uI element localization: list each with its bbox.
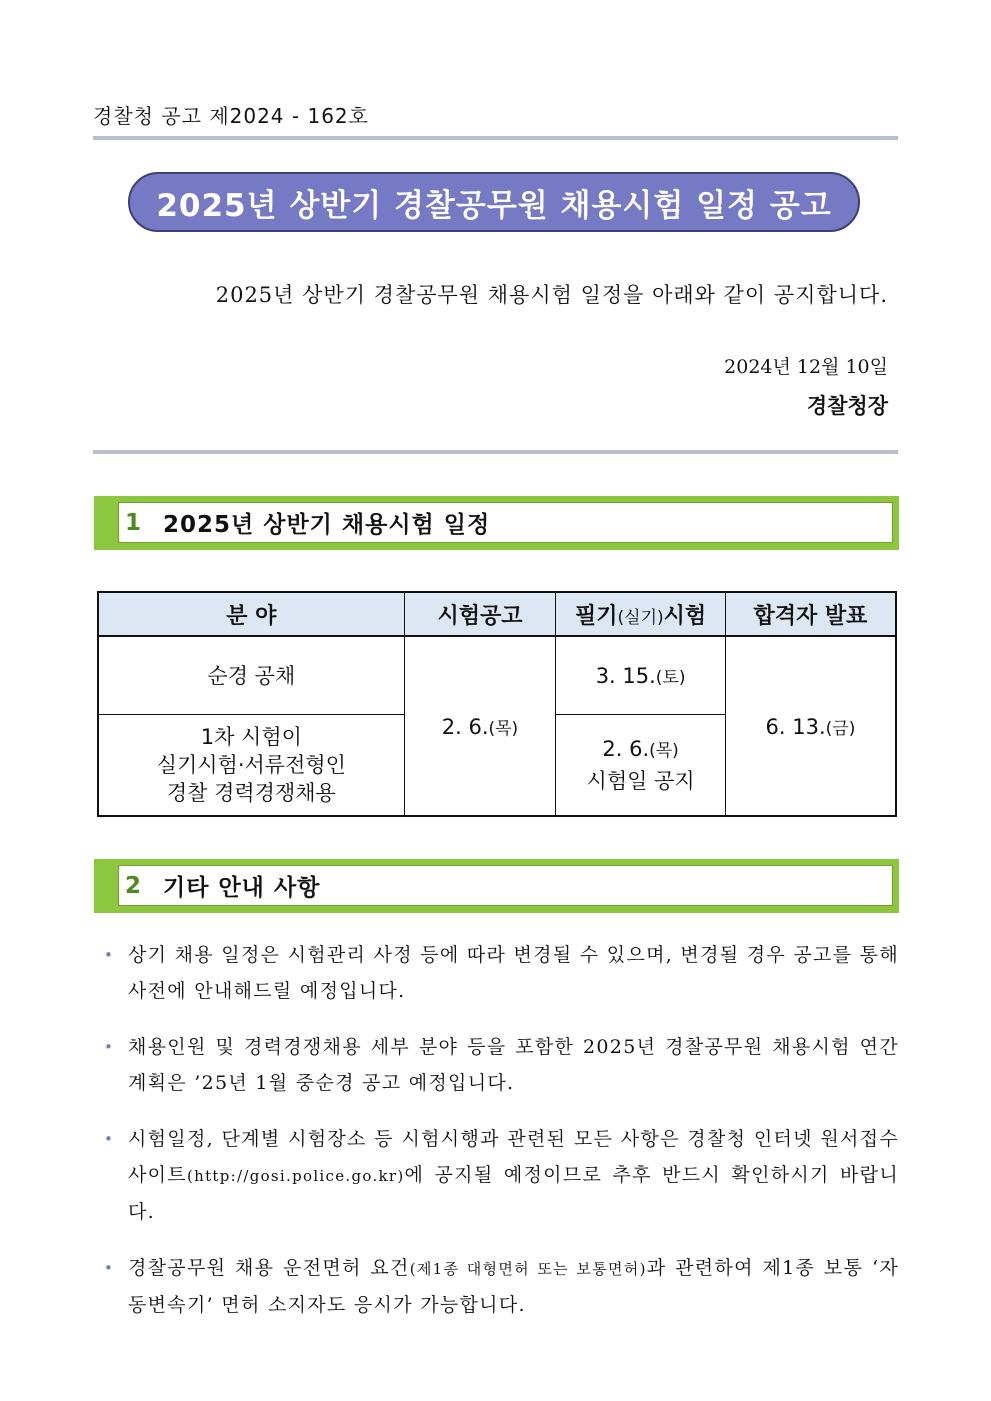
table-row [98,636,896,714]
announcement-day: (목) [488,718,519,739]
middle-divider [93,450,898,454]
row2-field-line: 1차 시험이 [200,724,302,749]
intro-text: 2025년 상반기 경찰공무원 채용시험 일정을 아래와 같이 공지합니다. [215,283,888,307]
bullet-icon: • [104,946,113,964]
row2-field-line: 경찰 경력경쟁채용 [166,780,336,805]
note-text-part: 에 공지될 예정이므로 추후 반드시 확인하시기 바랍니다. [128,1164,899,1223]
bullet-icon: • [104,1038,113,1056]
issuer: 경찰청장 [806,393,888,418]
section-2-title: 기타 안내 사항 [163,875,321,901]
header-written-main: 필기 [575,603,618,629]
row2-field-line: 실기시험·서류전형인 [156,752,346,777]
notes-list [104,937,899,1343]
note-text [128,1250,899,1323]
note-text-part: 과 관련하여 제1종 보통 ‘자동변속기’ 면허 소지자도 응시가 가능합니다. [128,1257,899,1316]
bullet-icon: • [104,1130,113,1148]
announcement-date-cell [404,636,556,816]
website-url: (http://gosi.police.go.kr) [186,1167,405,1185]
table-header-row [98,592,896,636]
note-text-part: 경찰공무원 채용 운전면허 요건 [128,1257,410,1279]
row2-written-date: 2. 6. [602,736,650,761]
row2-field [98,714,404,816]
header-written-exam [556,592,726,636]
row2-written-cell [556,714,726,816]
header-announcement: 시험공고 [404,592,556,636]
header-field: 분 야 [98,592,404,636]
header-written-end: 시험 [663,603,707,629]
note-text [128,1121,899,1230]
header-result: 합격자 발표 [725,592,896,636]
result-date-cell [725,636,896,816]
license-detail: (제1종 대형면허 또는 보통면허) [409,1260,647,1278]
announcement-date: 2. 6. [441,714,489,739]
top-divider [93,136,898,140]
section-1-header [94,496,899,550]
section-2-number: 2 [125,872,142,899]
issue-date: 2024년 12월 10일 [724,356,888,378]
note-text: 상기 채용 일정은 시험관리 사정 등에 따라 변경될 수 있으며, 변경될 경우 공고를 통해 사전에 안내해드릴 예정입니다. [128,944,899,1002]
header-written-sub: (실기) [617,607,664,628]
row1-written-day: (토) [655,667,686,688]
result-day: (금) [825,718,856,739]
list-item [104,1250,899,1323]
row2-written-day: (목) [649,740,679,761]
row1-written-date: 3. 15. [595,663,656,688]
schedule-table [97,591,897,817]
section-1-number: 1 [125,509,142,536]
result-date: 6. 13. [765,714,826,739]
bullet-icon: • [104,1259,113,1277]
section-1-title: 2025년 상반기 채용시험 일정 [163,512,491,538]
note-text-part: 시험일정, 단계별 시험장소 등 시험시행과 관련된 모든 사항은 경찰청 인터넷 원서접수 사이트 [128,1128,899,1186]
notice-number: 경찰청 공고 제2024 - 162호 [93,104,369,128]
row1-written-cell [556,636,726,714]
note-text: 채용인원 및 경력경쟁채용 세부 분야 등을 포함한 2025년 경찰공무원 채용시험 연간 계획은 ’25년 1월 중순경 공고 예정입니다. [128,1036,899,1094]
list-item [104,937,899,1009]
list-item [104,1029,899,1101]
section-2-header [94,859,899,913]
list-item [104,1121,899,1230]
row2-written-note: 시험일 공지 [586,768,695,793]
row1-field: 순경 공채 [98,636,404,714]
page-title: 2025년 상반기 경찰공무원 채용시험 일정 공고 [128,172,860,232]
